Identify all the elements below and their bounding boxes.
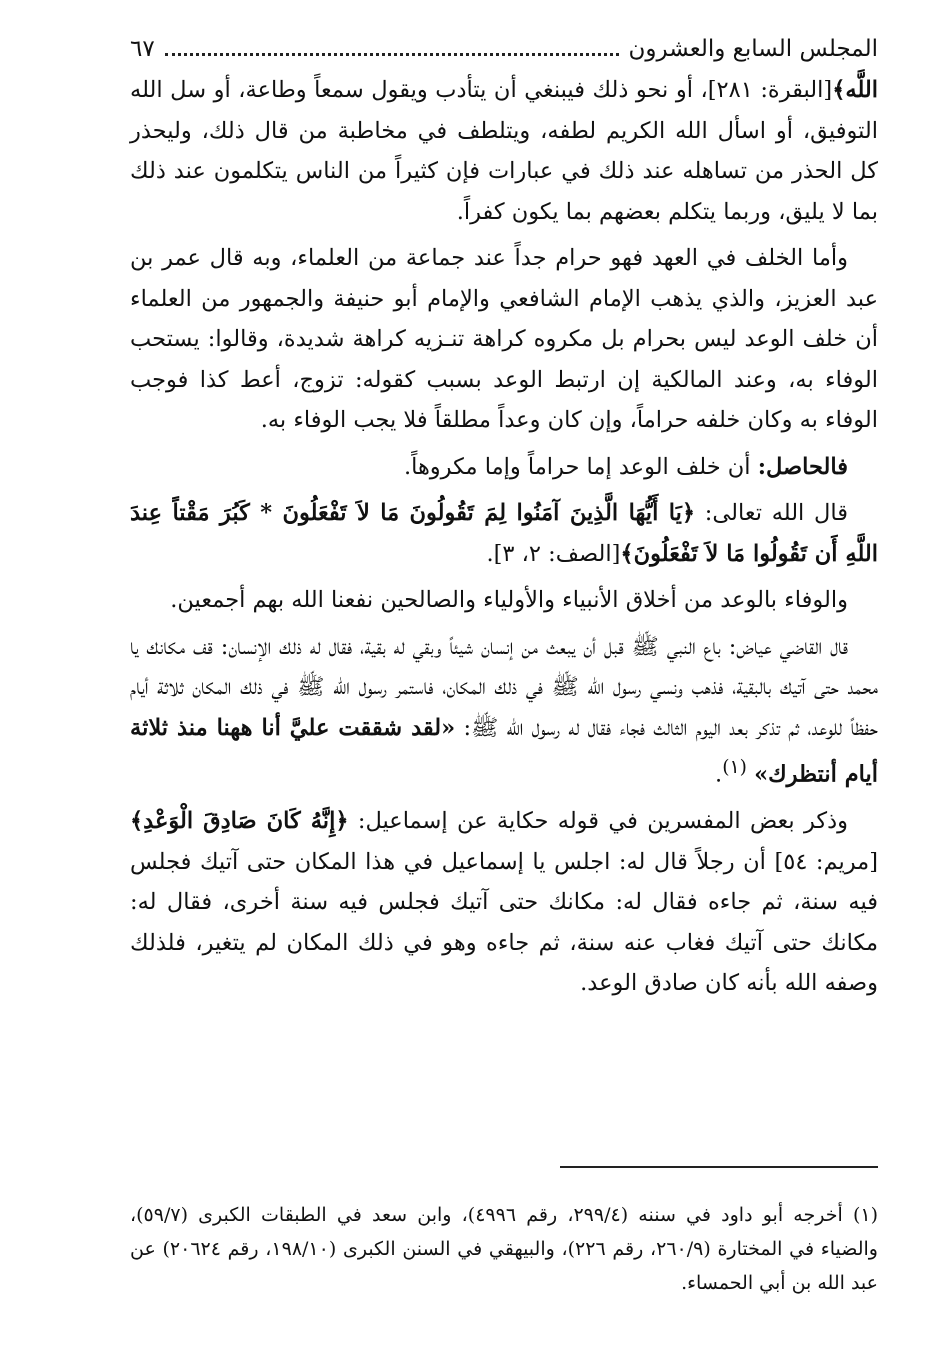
paragraph-4 <box>130 493 878 574</box>
running-header <box>130 28 878 64</box>
conclusion-label: فالحاصل: <box>757 453 848 480</box>
paragraph-7 <box>130 801 878 1004</box>
footnote-marker: (١) <box>722 757 747 778</box>
paragraph-3 <box>130 447 878 488</box>
paragraph-5 <box>130 580 878 621</box>
paragraph-3-text: أن خلف الوعد إما حراماً وإما مكروهاً. <box>403 453 751 480</box>
quran-verse-2: ﴿إِنَّهُ كَانَ صَادِقَ الْوَعْدِ﴾ <box>130 808 349 834</box>
page <box>130 28 878 1010</box>
chapter-title: المجلس السابع والعشرون <box>628 36 878 62</box>
footnote-1: (١) أخرجه أبو داود في سننه (٢٩٩/٤، رقم ٤٩٩٦)، وابن سعد في الطبقات الكبرى (٥٩/٧)، والضياء في المختارة (٢٦٠/٩، رقم ٢٢٦)، والبيهقي في السنن الكبرى (١٩٨/١٠، رقم ٢٠٦٢٤) عن عبد الله بن أبي الحمساء. <box>130 1204 878 1294</box>
paragraph-2 <box>130 238 878 441</box>
header-dotted-leader <box>165 53 619 56</box>
footnotes <box>130 1198 878 1300</box>
paragraph-7-text: [مريم: ٥٤] أن رجلاً قال له: اجلس يا إسماعيل في هذا المكان حتى آتيك فجلس فيه سنة، ثم جاءه فقال له: مكانك حتى آتيك فجلس فيه سنة أخرى، فقال له: مكانك حتى آتيك فغاب عنه سنة، ثم جاءه وهو في ذلك المكان لم يتغير، فلذلك وصفه الله بأنه كان صادق الوعد. <box>130 848 878 996</box>
verse-intro-2: وذكر بعض المفسرين في قوله حكاية عن إسماعيل: <box>357 808 848 834</box>
paragraph-6-text: قال القاضي عياض: باع النبي ﷺ قبل أن يبعث من إنسان شيئاً وبقي له بقية، فقال له ذلك الإنسان: قف مكانك يا محمد حتى آتيك بالبقية، فذهب ونسي رسول الله ﷺ في ذلك المكان، فاستمر رسول الله ﷺ في ذلك المكان ثلاثة أيام حفظاً للوعد، ثم تذكر بعد اليوم الثالث فجاء فقال له رسول الله ﷺ: <box>130 633 878 741</box>
verse-reference: [الصف: ٢، ٣]. <box>486 540 621 567</box>
paragraph-1-text: [البقرة: ٢٨١]، أو نحو ذلك فيبنغي أن يتأدب ويقول سمعاً وطاعة، أو سل الله التوفيق، أو اسأل الله الكريم لطفه، ويتلطف في مخاطبة من قال ذلك، وليحذر كل الحذر من تساهله عند ذلك في عبارات فإن كثيراً من الناس يتكلمون عند ذلك بما لا يليق، وربما يتكلم بعضهم بما يكون كفراً. <box>130 77 878 225</box>
quran-verse: ﴿يَا أَيُّهَا الَّذِينَ آمَنُوا لِمَ تَقُولُونَ مَا لاَ تَفْعَلُونَ * كَبُرَ مَقْتاً عِندَ اللَّهِ أَن تَقُولُوا مَا لاَ تَفْعَلُونَ﴾ <box>130 500 878 567</box>
paragraph-2-text: وأما الخلف في العهد فهو حرام جداً عند جماعة من العلماء، وبه قال عمر بن عبد العزيز، والذي يذهب الإمام الشافعي والإمام أبو حنيفة والجمهور من العلماء أن خلف الوعد ليس بحرام بل مكروه كراهة تنـزيه كراهة شديدة، وقالوا: يستحب الوفاء به، وعند المالكية إن ارتبط الوعد بسبب كقوله: تزوج، أعط كذا فوجب الوفاء به وكان خلفه حراماً، وإن كان وعداً مطلقاً فلا يجب الوفاء به. <box>130 245 878 433</box>
verse-intro: قال الله تعالى: <box>704 500 849 526</box>
paragraph-5-text: والوفاء بالوعد من أخلاق الأنبياء والأولياء والصالحين نفعنا الله بهم أجمعين. <box>170 587 848 613</box>
page-number: ٦٧ <box>130 36 155 62</box>
paragraph-6 <box>130 627 878 796</box>
paragraph-1 <box>130 70 878 232</box>
verse-ending: اللَّه﴾ <box>832 77 879 103</box>
body-text <box>130 70 878 1004</box>
footnote-divider <box>560 1166 878 1168</box>
hadith-quote: «لقد شققت عليَّ أنا ههنا منذ ثلاثة أيام أنتظرك» <box>130 714 878 788</box>
paragraph-6-end: . <box>715 761 723 788</box>
